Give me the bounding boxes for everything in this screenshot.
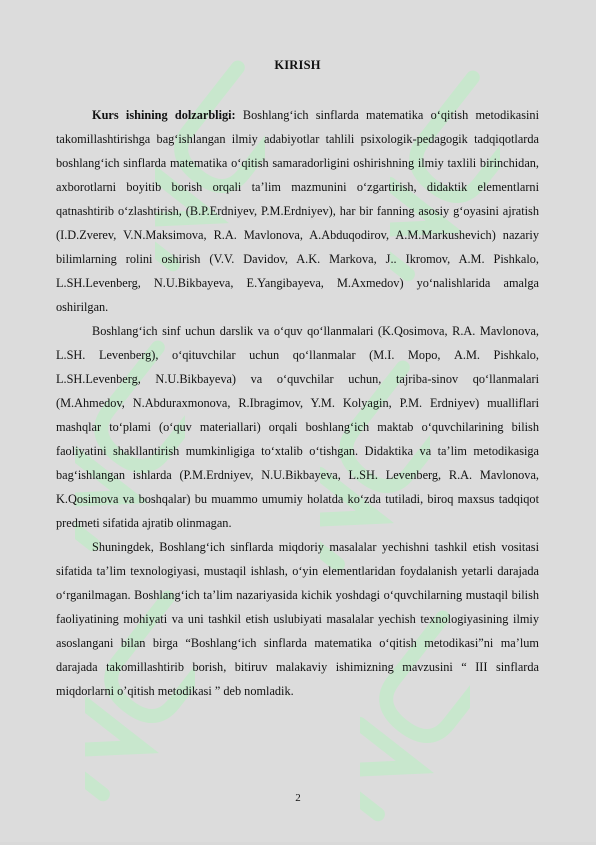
page-number: 2 — [295, 792, 301, 804]
paragraph-relevance — [56, 103, 539, 319]
page-title: KIRISH — [274, 58, 321, 72]
paragraph-topic — [56, 535, 539, 703]
paragraph-lead: Kurs ishining dolzarbligi: — [92, 108, 236, 122]
paragraph-textbooks — [56, 319, 539, 535]
paragraph-text: Shuningdek, Boshlang‘ich sinflarda miqdoriy masalalar yechishni tashkil etish vositasi sifatida ta’lim texnologiyasi, mustaqil ishlash, o‘yin elementlaridan foydalanish yetarli darajada o‘rganilmagan. Boshlang‘ich ta’lim nazariyasida kichik yoshdagi o‘quvchilarning mustaqil bilish faoliyatining mohiyati va uni tashkil etish uslubiyati masalalar yechish texnologiyasining ilmiy asoslangani bilan birga “Boshlang‘ich sinflarda matematika o‘qitish metodikasi”ni ma’lum darajada takomillashtirib borish, bitiruv malakaviy ishimizning mavzusini “ III sinflarda miqdorlarni o’qitish metodikasi ” deb nomladik. — [56, 540, 539, 698]
paragraph-text: Boshlang‘ich sinf uchun darslik va o‘quv qo‘llanmalari (K.Qosimova, R.A. Mavlonova, L.SH. Levenberg), o‘qituvchilar uchun qo‘llanmalar (M.I. Moро, A.M. Pishkalo, L.SH.Levenberg, N.U.Bikbayeva) va o‘quvchilar uchun, tajriba-sinov qo‘llanmalari (M.Ahmedov, N.Abduraxmonova, R.Ibragimov, Y.M. Kolyagin, P.M. Erdniyev) mualliflari mashqlar to‘plami (o‘quv materiallari) orqali boshlang‘ich maktab o‘quvchilarining bilish faoliyatini shakllantirish mumkinligiga to‘xtalib o‘tishgan. Didaktika va ta’lim metodikasiga bag‘ishlangan ishlarda (P.M.Erdniyev, N.U.Bikbayeva, L.SH. Levenberg, R.A. Mavlonova, K.Qosimova va boshqalar) bu muammo umumiy holatda ko‘zda tutiladi, biroq maxsus tadqiqot predmeti sifatida ajratib olinmagan. — [56, 324, 539, 530]
body-text — [56, 103, 539, 703]
paragraph-text: Boshlang‘ich sinflarda matematika o‘qitish metodikasini takomillashtirishga bag‘ishlangan ilmiy adabiyotlar tahlili psixologik-pedagogik tadqiqotlarda boshlang‘ich sinflarda matematika o‘qitish samaradorligini oshirishning ilmiy taxlili birinchidan, axborotlarni boyitib borish orqali ta’lim mazmunini o‘zgartirish, didaktik elementlarni qatnashtirib o‘zlashtirish, (B.P.Erdniyev, P.M.Erdniyev), har bir fanning asosiy g‘oyasini ajratish (I.D.Zverev, V.N.Maksimova, R.A. Mavlonova, A.Abduqodirov, A.M.Markushevich) nazariy bilimlarning rolini oshirish (V.V. Davidov, A.K. Markova, J.. Ikromov, A.M. Pishkalo, L.SH.Levenberg, N.U.Bikbayeva, E.Yangibayeva, M.Axmedov) yo‘nalishlarida amalga oshirilgan. — [56, 108, 540, 314]
